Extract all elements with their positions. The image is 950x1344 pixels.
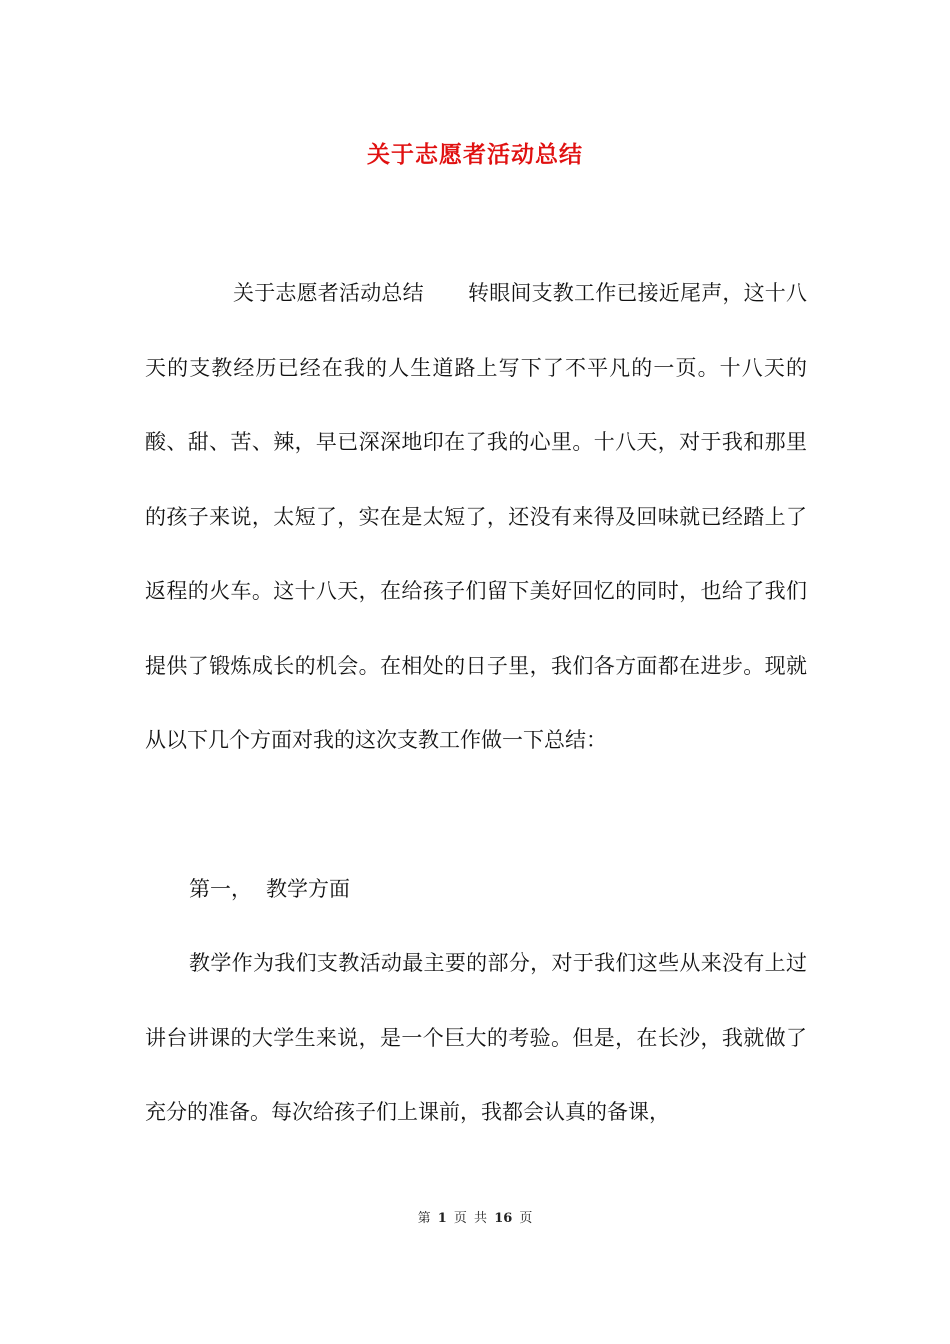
section-heading-label: 教学方面 [266, 877, 350, 901]
footer-prefix: 第 [417, 1211, 431, 1226]
document-title: 关于志愿者活动总结 [367, 141, 583, 168]
paragraph-intro [145, 256, 807, 778]
page-footer [0, 1207, 950, 1226]
paragraph-intro-text: 转眼间支教工作已接近尾声，这十八天的支教经历已经在我的人生道路上写下了不平凡的一页。十八天的酸、甜、苦、辣，早已深深地印在了我的心里。十八天，对于我和那里的孩子来说，太短了，实在是太短了，还没有来得及回味就已经踏上了返程的火车。这十八天，在给孩子们留下美好回忆的同时，也给了我们提供了锻炼成长的机会。在相处的日子里，我们各方面都在进步。现就从以下几个方面对我的这次支教工作做一下总结： [145, 281, 808, 752]
section-heading-teaching [189, 852, 350, 927]
section-heading-number: 第一， [189, 877, 252, 901]
footer-current-page: 1 [437, 1211, 447, 1226]
paragraph-teaching: 教学作为我们支教活动最主要的部分，对于我们这些从来没有上过讲台讲课的大学生来说，是一个巨大的考验。但是，在长沙，我就做了充分的准备。每次给孩子们上课前，我都会认真的备课， [145, 951, 807, 1124]
paragraph-intro-lead: 关于志愿者活动总结 [233, 281, 424, 305]
footer-middle: 页 共 [453, 1211, 488, 1226]
footer-total-pages: 16 [494, 1211, 513, 1226]
footer-suffix: 页 [519, 1211, 533, 1226]
